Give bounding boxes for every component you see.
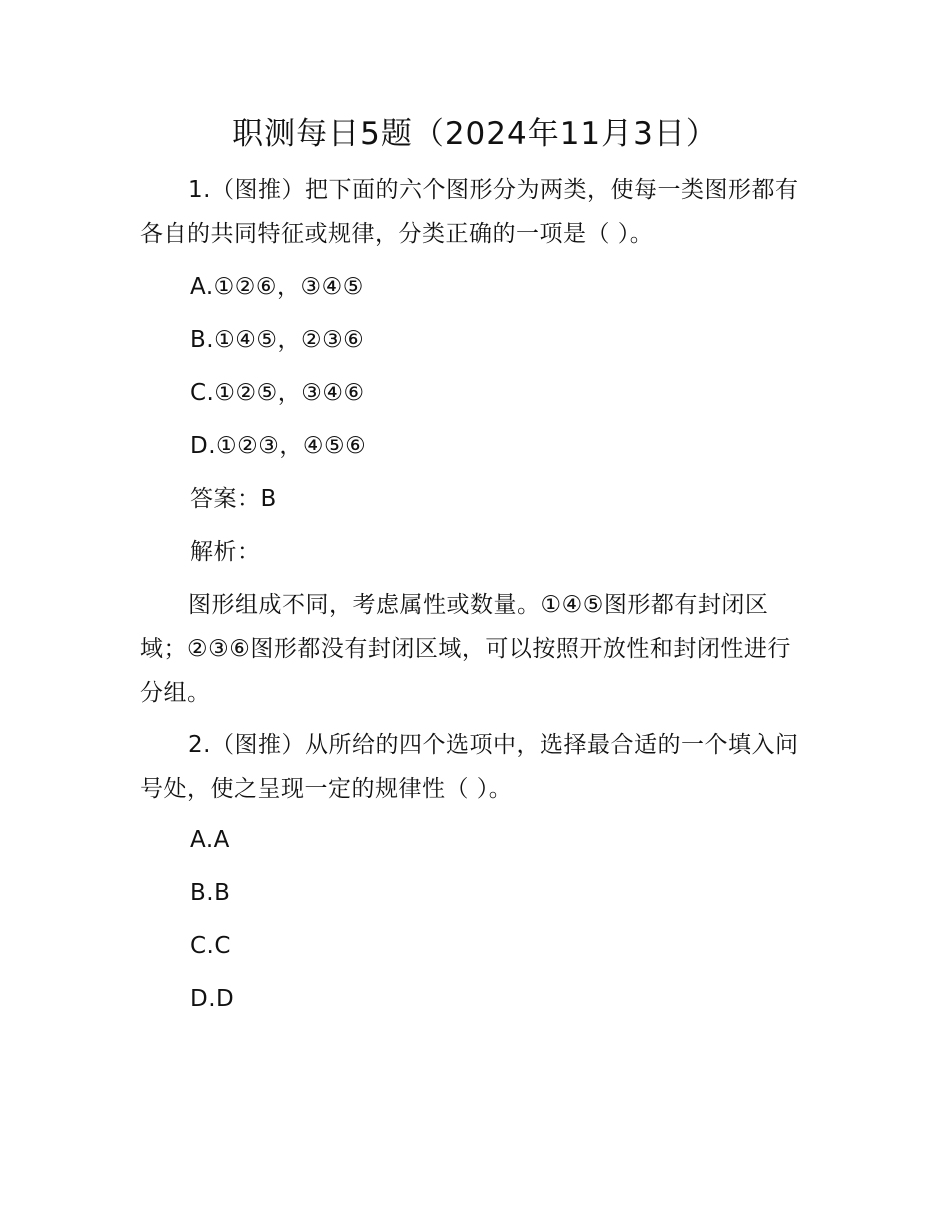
- question-1-option-d: D.①②③，④⑤⑥: [190, 433, 367, 459]
- question-1-stem: 1.（图推）把下面的六个图形分为两类，使每一类图形都有各自的共同特征或规律，分类正确的一项是（ ）。: [140, 177, 799, 247]
- question-2-stem: 2.（图推）从所给的四个选项中，选择最合适的一个填入问号处，使之呈现一定的规律性（ ）。: [140, 732, 799, 802]
- question-1-option-b: B.①④⑤，②③⑥: [190, 327, 365, 353]
- question-1-analysis-label: 解析：: [190, 539, 261, 565]
- question-2-option-c: C.C: [190, 933, 231, 959]
- question-1-option-a: A.①②⑥，③④⑤: [190, 274, 364, 300]
- question-1-analysis: 图形组成不同，考虑属性或数量。①④⑤图形都有封闭区域；②③⑥图形都没有封闭区域，可以按照开放性和封闭性进行分组。: [140, 592, 791, 706]
- page-title: 职测每日5题（2024年11月3日）: [232, 116, 718, 152]
- question-2-option-d: D.D: [190, 986, 235, 1012]
- question-1-answer: 答案：B: [190, 486, 277, 512]
- question-2-option-b: B.B: [190, 880, 231, 906]
- question-1-option-c: C.①②⑤，③④⑥: [190, 380, 365, 406]
- question-2-option-a: A.A: [190, 827, 230, 853]
